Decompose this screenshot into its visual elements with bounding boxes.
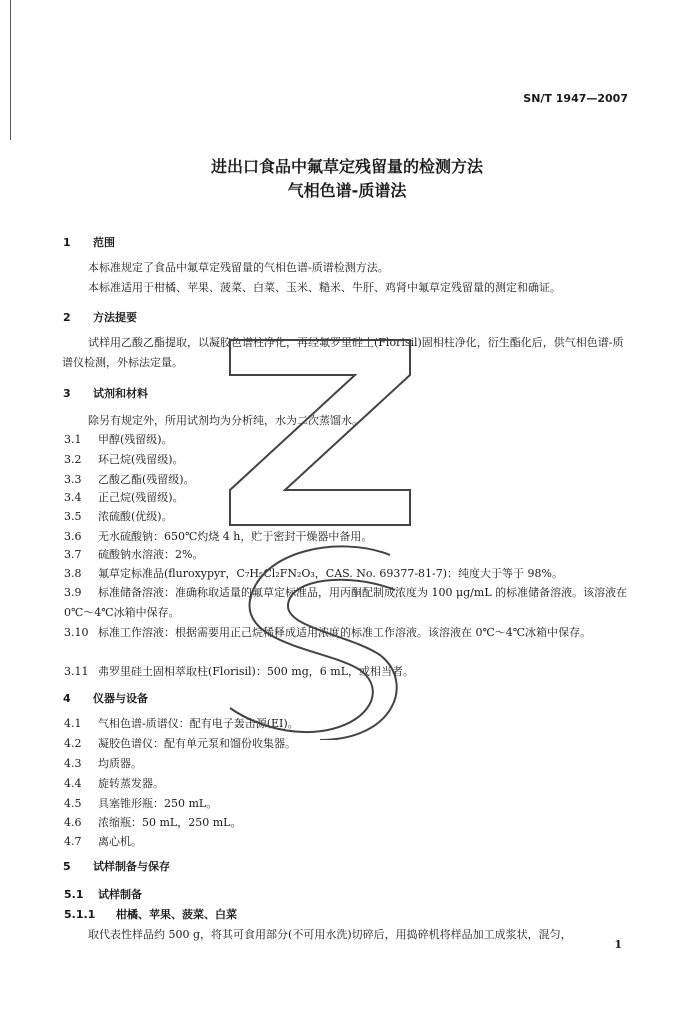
document-subtitle: 气相色谱-质谱法 (287, 181, 407, 200)
list-item: 3.9 标准储备溶液：准确称取适量的氟草定标准品，用丙酮配制成浓度为 100 μg/mL 的标准储备溶液。该溶液在 0℃～4℃冰箱中保存。 (64, 586, 628, 619)
list-item: 4.2 凝胶色谱仪：配有单元泵和馏份收集器。 (64, 737, 296, 750)
list-item: 4.4 旋转蒸发器。 (64, 777, 164, 790)
section-heading-2: 2 方法提要 (63, 311, 137, 324)
section-heading-5: 5 试样制备与保存 (63, 860, 170, 873)
page-number: 1 (614, 938, 622, 951)
list-item: 3.11 弗罗里硅土固相萃取柱(Florisil)：500 mg，6 mL，或相当者。 (64, 665, 415, 678)
paragraph: 取代表性样品约 500 g，将其可食用部分(不可用水洗)切碎后，用捣碎机将样品加工成浆状，混匀， (88, 928, 572, 941)
subsection-heading: 5.1 试样制备 (64, 888, 142, 901)
paragraph: 试样用乙酸乙酯提取，以凝胶色谱柱净化，再经氟罗里硅土(Florisil)固相柱净化，衍生酯化后，供气相色谱-质谱仪检测，外标法定量。 (62, 336, 624, 369)
list-item: 3.6 无水硫酸钠：650℃灼烧 4 h，贮于密封干燥器中备用。 (64, 530, 373, 543)
list-item: 3.8 氟草定标准品(fluroxypyr，C₇H₅Cl₂FN₂O₃，CAS. No. 69377-81-7)：纯度大于等于 98%。 (64, 567, 563, 580)
paragraph: 除另有规定外，所用试剂均为分析纯，水为二次蒸馏水。 (88, 414, 363, 427)
section-heading-1: 1 范围 (63, 236, 115, 249)
list-item: 4.7 离心机。 (64, 835, 142, 848)
paragraph: 本标准规定了食品中氟草定残留量的气相色谱-质谱检测方法。 (88, 261, 389, 274)
standard-number: SN/T 1947—2007 (523, 92, 628, 105)
list-item: 3.4 正己烷(残留级)。 (64, 491, 184, 504)
list-item: 4.1 气相色谱-质谱仪：配有电子轰击源(EI)。 (64, 717, 299, 730)
section-heading-4: 4 仪器与设备 (63, 692, 148, 705)
scan-edge-line (10, 0, 11, 140)
list-item: 4.5 具塞锥形瓶：250 mL。 (64, 797, 218, 810)
list-item: 3.1 甲醇(残留级)。 (64, 433, 173, 446)
list-item: 4.3 均质器。 (64, 757, 142, 770)
document-title: 进出口食品中氟草定残留量的检测方法 (210, 157, 483, 176)
subsubsection-heading: 5.1.1 柑橘、苹果、菠菜、白菜 (64, 908, 237, 921)
list-item: 3.10 标准工作溶液：根据需要用正己烷稀释成适用浓度的标准工作溶液。该溶液在 0℃～4℃冰箱中保存。 (64, 626, 592, 639)
list-item: 3.2 环己烷(残留级)。 (64, 453, 184, 466)
paragraph: 本标准适用于柑橘、苹果、菠菜、白菜、玉米、糙米、牛肝、鸡肾中氟草定残留量的测定和确证。 (88, 281, 561, 294)
list-item: 3.5 浓硫酸(优级)。 (64, 510, 173, 523)
section-heading-3: 3 试剂和材料 (63, 387, 148, 400)
list-item: 4.6 浓缩瓶：50 mL，250 mL。 (64, 816, 242, 829)
list-item: 3.7 硫酸钠水溶液：2%。 (64, 548, 204, 561)
list-item: 3.3 乙酸乙酯(残留级)。 (64, 473, 195, 486)
